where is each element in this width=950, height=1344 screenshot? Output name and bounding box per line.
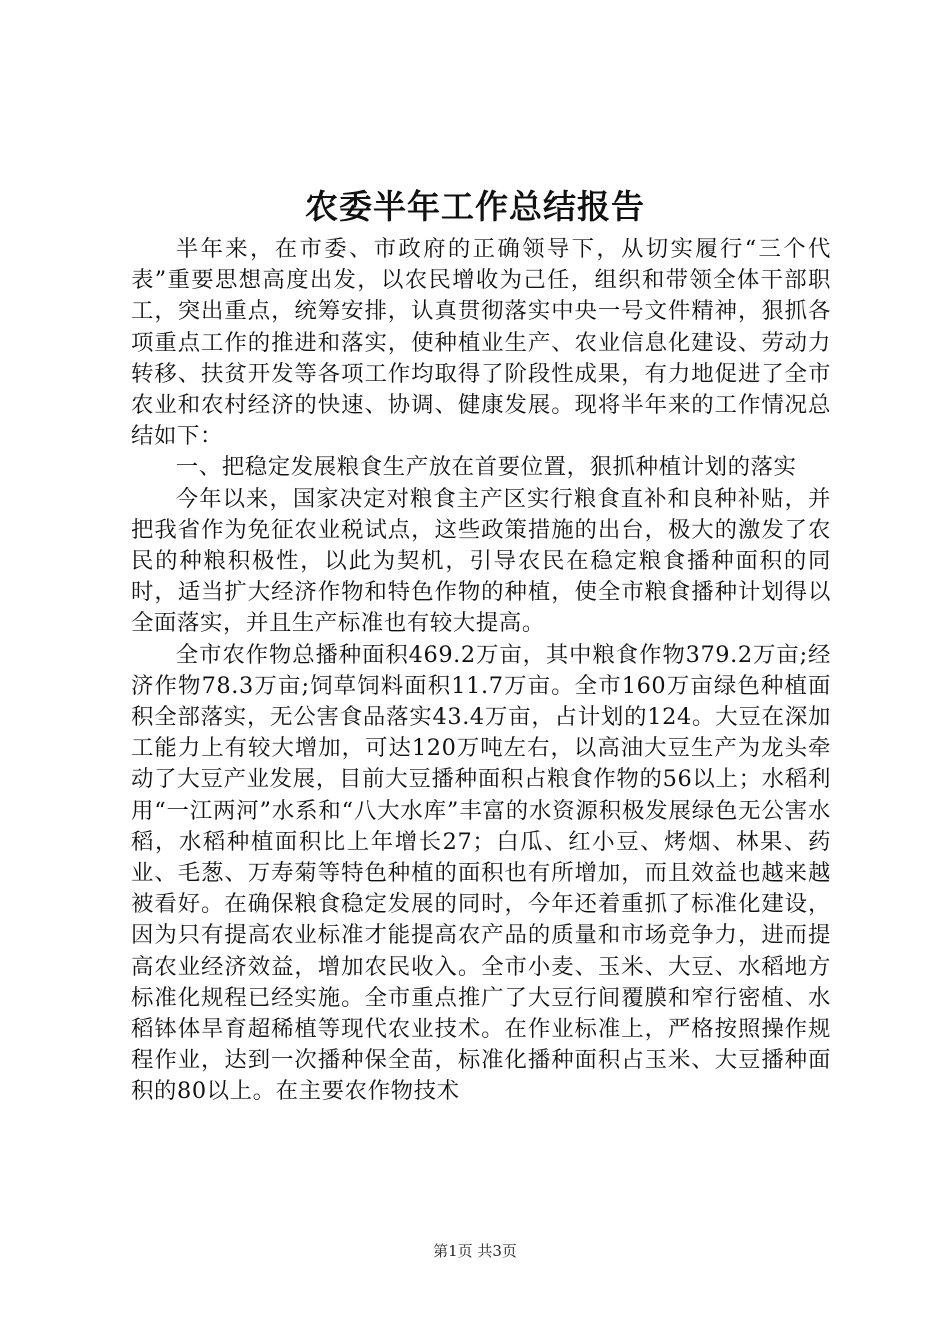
paragraph-statistics: 全市农作物总播种面积469.2万亩，其中粮食作物379.2万亩;经济作物78.3万亩;饲草饲料面积11.7万亩。全市160万亩绿色种植面积全部落实，无公害食品落实43.4万亩，占计划的124。大豆在深加工能力上有较大增加，可达120万吨左右，以高油大豆生产为龙头牵动了大豆产业发展，目前大豆播种面积占粮食作物的56以上；水稻利用“一江两河”水系和“八大水库”丰富的水资源积极发展绿色无公害水稻，水稻种植面积比上年增长27；白瓜、红小豆、烤烟、林果、药业、毛葱、万寿菊等特色种植的面积也有所增加，而且效益也越来越被看好。在确保粮食稳定发展的同时，今年还着重抓了标准化建设，因为只有提高农业标准才能提高农产品的质量和市场竞争力，进而提高农业经济效益，增加农民收入。全市小麦、玉米、大豆、水稻地方标准化规程已经实施。全市重点推广了大豆行间覆膜和窄行密植、水稻钵体旱育超稀植等现代农业技术。在作业标准上，严格按照操作规程作业，达到一次播种保全苗，标准化播种面积占玉米、大豆播种面积的80以上。在主要农作物技术 [131,641,831,1105]
document-title: 农委半年工作总结报告 [305,187,645,226]
paragraph-intro: 半年来，在市委、市政府的正确领导下，从切实履行“三个代表”重要思想高度出发，以农民增收为己任，组织和带领全体干部职工，突出重点，统筹安排，认真贯彻落实中央一号文件精神，狠抓各项重点工作的推进和落实，使种植业生产、农业信息化建设、劳动力转移、扶贫开发等各项工作均取得了阶段性成果，有力地促进了全市农业和农村经济的快速、协调、健康发展。现将半年来的工作情况总结如下： [131,236,831,450]
page-number-footer: 第1页 共3页 [433,1242,517,1260]
paragraph-policy: 今年以来，国家决定对粮食主产区实行粮食直补和良种补贴，并把我省作为免征农业税试点，这些政策措施的出台，极大的激发了农民的种粮积极性，以此为契机，引导农民在稳定粮食播种面积的同时，适当扩大经济作物和特色作物的种植，使全市粮食播种计划得以全面落实，并且生产标准也有较大提高。 [131,485,831,637]
document-body [131,234,831,1108]
paragraph-section-heading: 一、把稳定发展粮食生产放在首要位置，狠抓种植计划的落实 [175,454,797,481]
